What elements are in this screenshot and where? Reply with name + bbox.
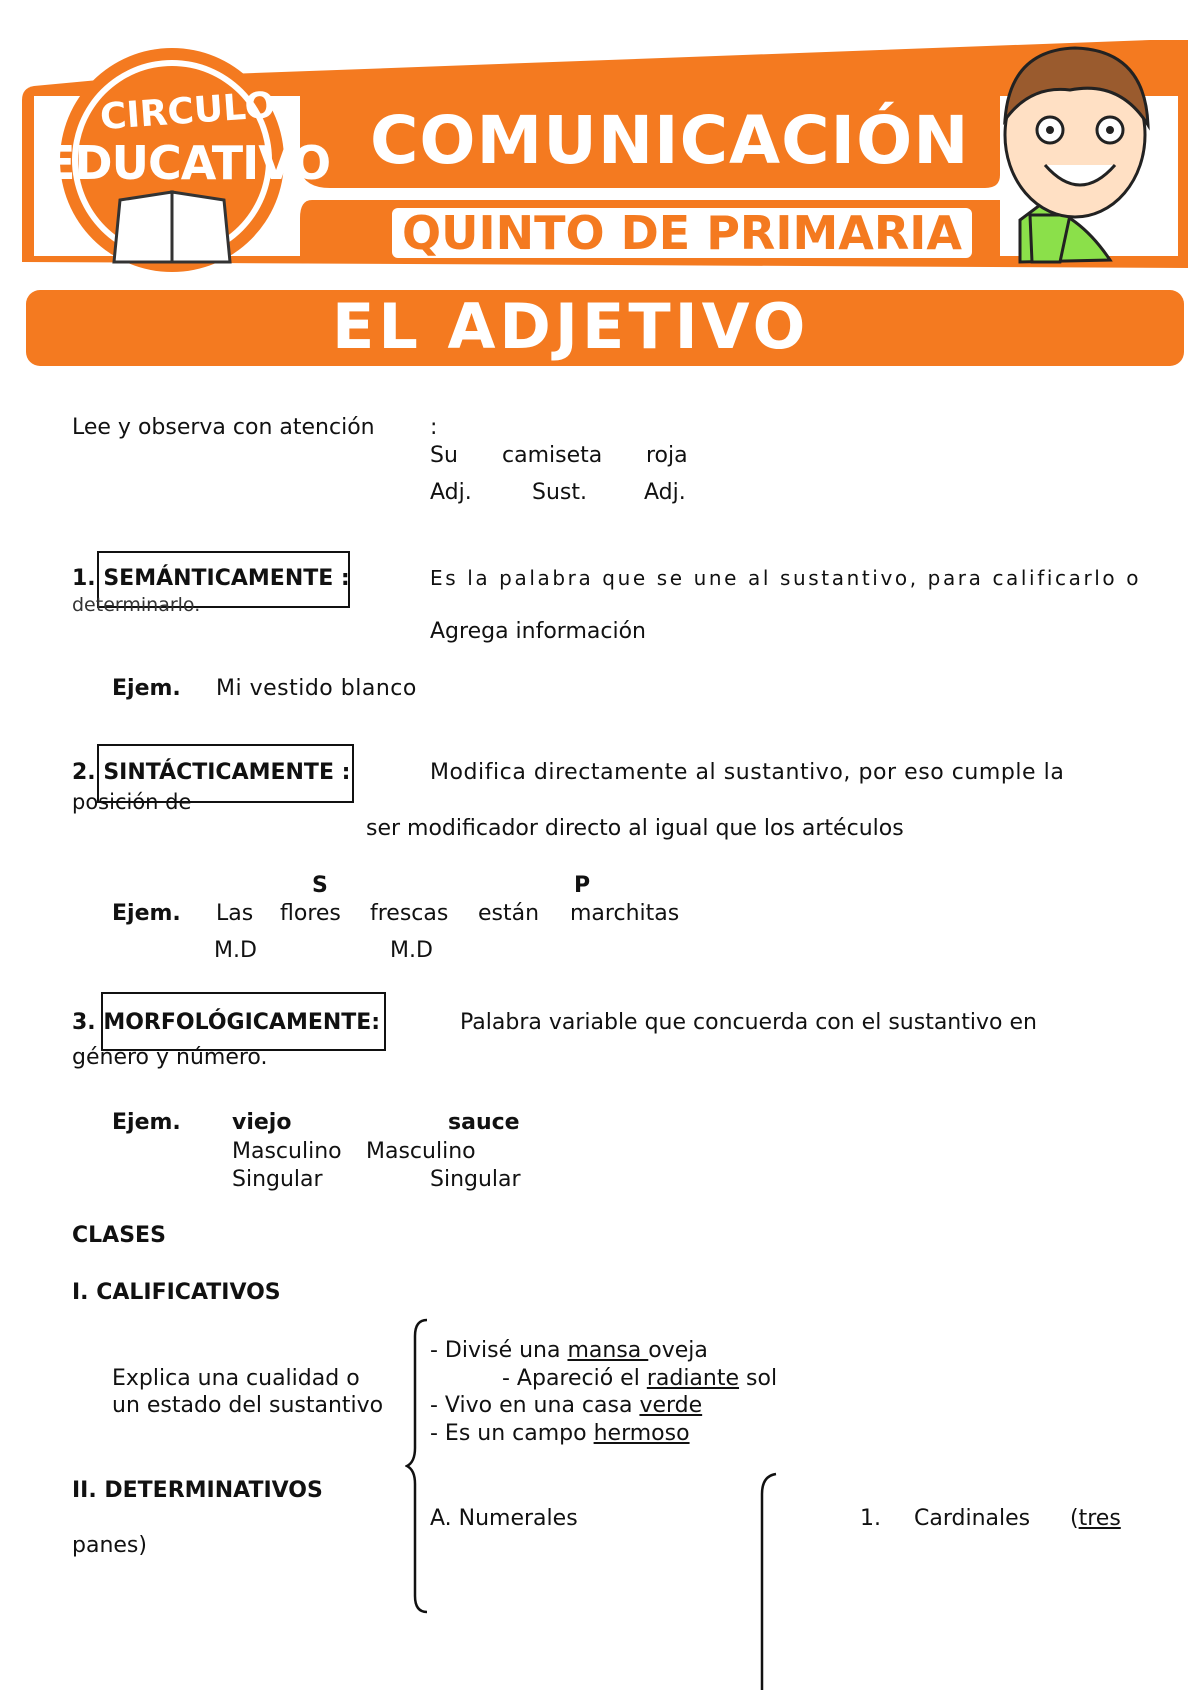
intro-tag-2: Sust. [532,480,587,505]
cardinales-example-cont: panes) [72,1533,147,1558]
sec3-text-cont: género y número. [72,1045,268,1070]
cal-desc-1: Explica una cualidad o [112,1366,360,1391]
sec2-word-5: marchitas [570,901,680,926]
cal-example-2: - Apareció el radiante sol [502,1366,778,1391]
sec1-example: Mi vestido blanco [216,676,417,701]
sec3-text: Palabra variable que concuerda con el sustantivo en [460,1010,1037,1035]
sec2-s-label: S [312,873,328,898]
clases-heading: CLASES [72,1223,166,1248]
sec3-gender-1: Masculino [232,1139,342,1164]
sec2-md-1: M.D [214,938,257,963]
sec3-number-1: Singular [232,1167,323,1192]
sec3-ejem: Ejem. [112,1110,181,1135]
cardinales-number: 1. [860,1506,881,1531]
sec3-number-2: Singular [430,1167,521,1192]
calificativos-heading: I. CALIFICATIVOS [72,1280,281,1305]
sec2-word-1: Las [216,901,254,926]
subject-title: COMUNICACIÓN [370,102,970,179]
sec3-word-2: sauce [448,1110,520,1135]
page-title: EL ADJETIVO [332,290,810,363]
grade-title: QUINTO DE PRIMARIA [392,208,972,258]
intro-tag-1: Adj. [430,480,472,505]
sec2-text: Modifica directamente al sustantivo, por eso cumple la [430,760,1065,785]
intro-tag-3: Adj. [644,480,686,505]
logo-line2: EDUCATIVO [44,136,331,190]
book-icon [114,192,230,262]
sec2-md-2: M.D [390,938,433,963]
sec1-text: Es la palabra que se une al sustantivo, para calificarlo o [430,566,1142,590]
sec2-ejem: Ejem. [112,901,181,926]
sec3-word-1: viejo [232,1110,292,1135]
sec3-heading: 3. MORFOLÓGICAMENTE: [72,1010,381,1035]
sec2-overflow: posición de [72,790,192,814]
sec2-heading: 2. SINTÁCTICAMENTE : [72,760,351,785]
cardinales-label: Cardinales [914,1506,1031,1531]
intro-prompt: Lee y observa con atención [72,415,375,440]
cal-example-3: - Vivo en una casa verde [430,1393,703,1418]
determinativos-heading: II. DETERMINATIVOS [72,1478,323,1503]
sec1-overflow: determinarlo. [72,594,201,616]
cardinales-example: (tres [1070,1506,1121,1531]
sec2-text2: ser modificador directo al igual que los artéculos [366,816,904,841]
sec2-word-3: frescas [370,901,449,926]
sec1-ejem: Ejem. [112,676,181,701]
intro-word-3: roja [646,443,688,468]
cal-example-1: - Divisé una mansa oveja [430,1338,708,1363]
left-brace-icon-2 [750,1470,780,1698]
logo-line1: CIRCULO [98,84,277,139]
sec2-p-label: P [574,873,591,898]
numerales-label: A. Numerales [430,1506,578,1531]
sec2-word-4: están [478,901,540,926]
intro-colon: : [430,415,438,440]
cal-desc-2: un estado del sustantivo [112,1393,384,1418]
sec3-gender-2: Masculino [366,1139,476,1164]
intro-word-2: camiseta [502,443,603,468]
cal-example-4: - Es un campo hermoso [430,1421,690,1446]
intro-word-1: Su [430,443,458,468]
sec2-word-2: flores [280,901,341,926]
sec1-heading: 1. SEMÁNTICAMENTE : [72,566,350,591]
sec1-text2: Agrega información [430,619,646,644]
